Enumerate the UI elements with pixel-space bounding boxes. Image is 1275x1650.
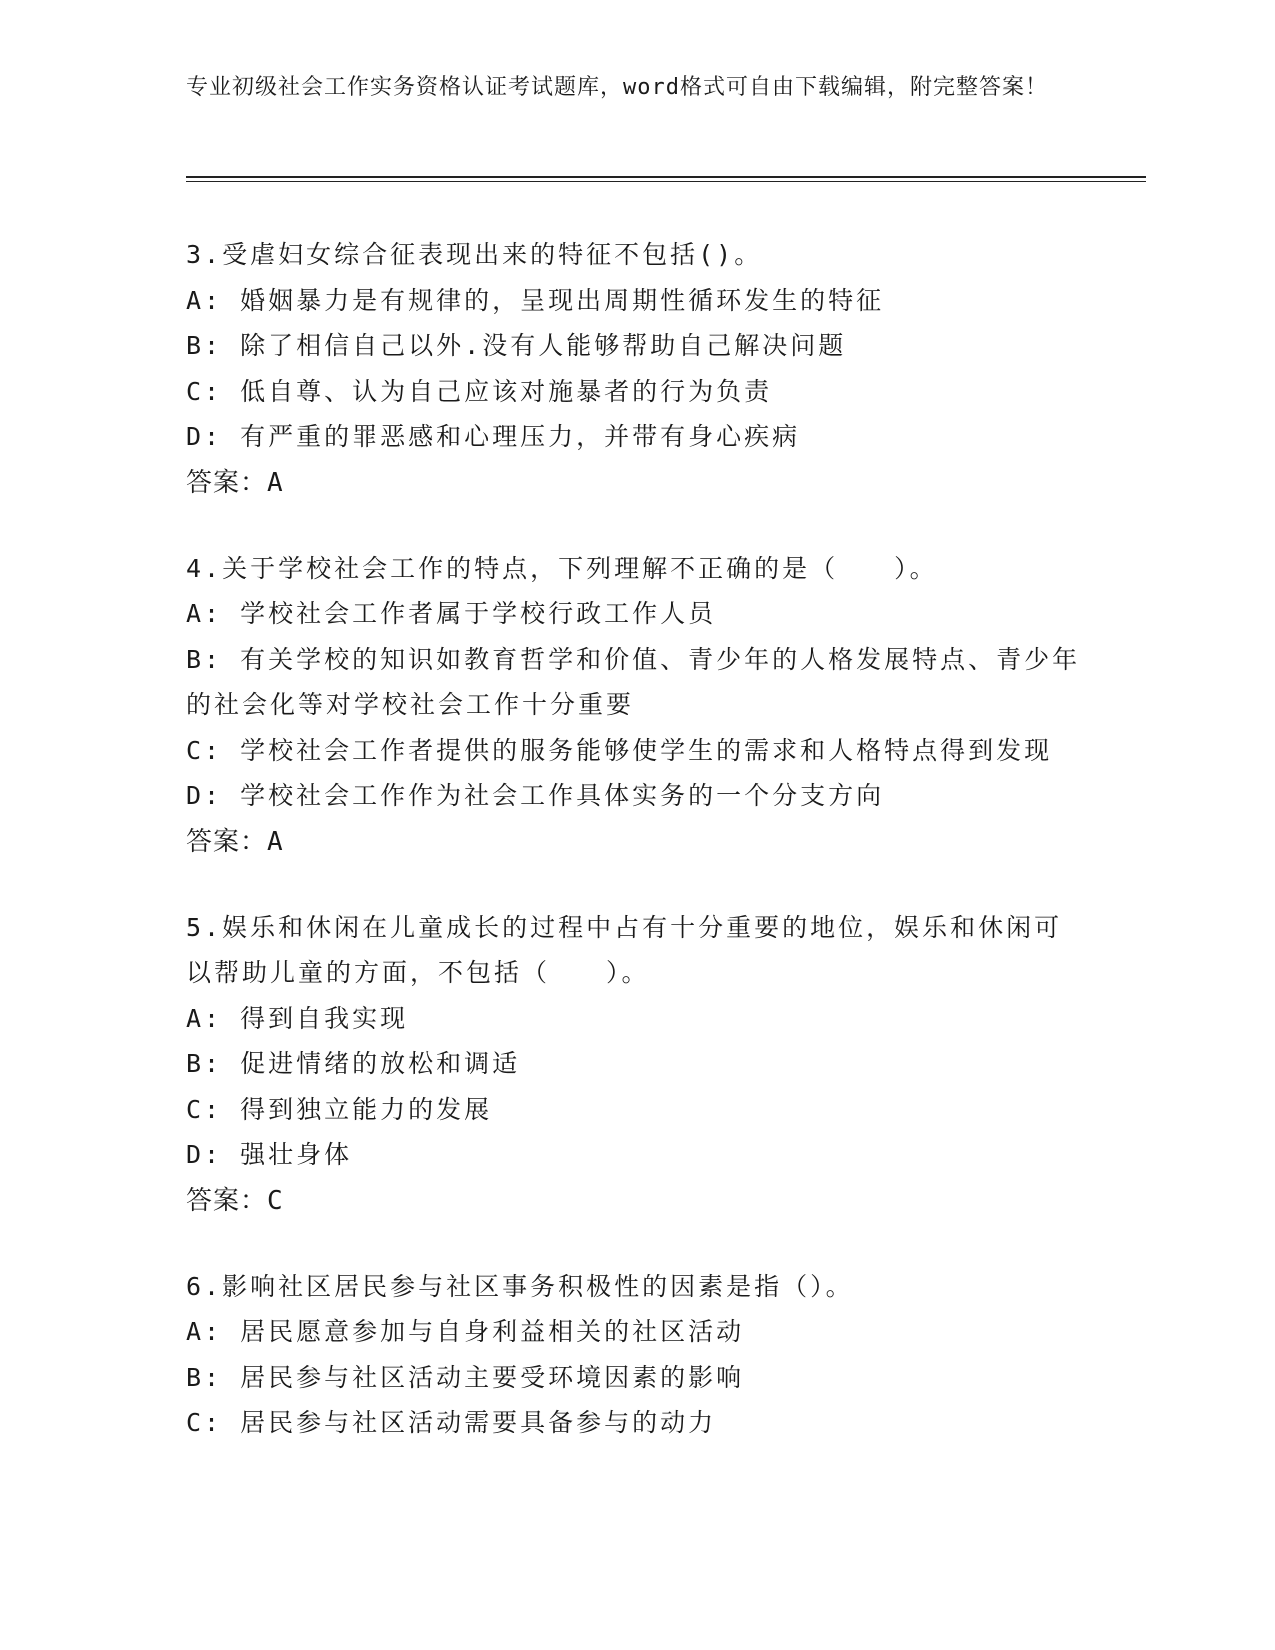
header-divider [186, 176, 1146, 178]
document-header: 专业初级社会工作实务资格认证考试题库，word格式可自由下载编辑，附完整答案！ [186, 75, 1048, 100]
option-b: B: 除了相信自己以外.没有人能够帮助自己解决问题 [186, 331, 847, 360]
header-divider-thin [186, 181, 1146, 182]
option-c: C: 居民参与社区活动需要具备参与的动力 [186, 1408, 717, 1437]
question-stem: 3.受虐妇女综合征表现出来的特征不包括()。 [186, 240, 763, 269]
option-b: B: 促进情绪的放松和调适 [186, 1049, 521, 1078]
question-4 [186, 546, 1086, 865]
option-c: C: 低自尊、认为自己应该对施暴者的行为负责 [186, 376, 773, 406]
option-d: D: 有严重的罪恶感和心理压力，并带有身心疾病 [186, 422, 801, 451]
answer: 答案：C [186, 1185, 284, 1216]
question-3 [186, 232, 1086, 506]
question-5 [186, 905, 1086, 1224]
option-a: A: 得到自我实现 [186, 1003, 409, 1033]
option-b: B: 有关学校的知识如教育哲学和价值、青少年的人格发展特点、青少年的社会化等对学校社会工作十分重要 [186, 644, 1081, 719]
option-b: B: 居民参与社区活动主要受环境因素的影响 [186, 1362, 745, 1392]
option-a: A: 居民愿意参加与自身利益相关的社区活动 [186, 1317, 745, 1346]
answer: 答案：A [186, 467, 284, 498]
question-stem: 4.关于学校社会工作的特点，下列理解不正确的是（ ）。 [186, 553, 938, 583]
question-stem: 5.娱乐和休闲在儿童成长的过程中占有十分重要的地位，娱乐和休闲可以帮助儿童的方面，不包括（ ）。 [186, 912, 1063, 987]
question-stem: 6.影响社区居民参与社区事务积极性的因素是指（）。 [186, 1271, 854, 1301]
option-d: D: 强壮身体 [186, 1140, 353, 1169]
option-c: C: 学校社会工作者提供的服务能够使学生的需求和人格特点得到发现 [186, 735, 1053, 765]
question-list [186, 232, 1086, 1486]
option-a: A: 学校社会工作者属于学校行政工作人员 [186, 599, 717, 628]
answer: 答案：A [186, 826, 284, 857]
option-a: A: 婚姻暴力是有规律的，呈现出周期性循环发生的特征 [186, 285, 885, 315]
question-6 [186, 1264, 1086, 1446]
option-d: D: 学校社会工作作为社会工作具体实务的一个分支方向 [186, 781, 885, 810]
option-c: C: 得到独立能力的发展 [186, 1094, 493, 1124]
